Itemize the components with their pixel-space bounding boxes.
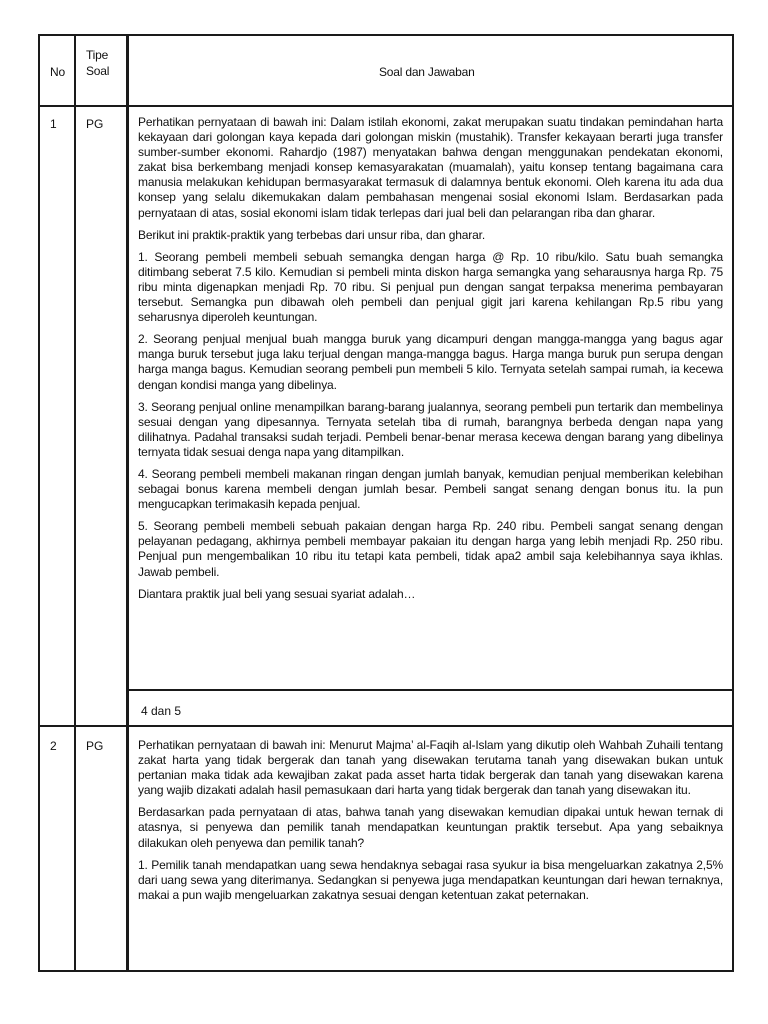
row-1-option: 5. Seorang pembeli membeli sebuah pakaian dengan harga Rp. 240 ribu. Pembeli sangat senang dengan pelayanan pedagang, akhirnya pembeli membayar pakaian itu dengan harga yang lebih menjadi Rp. 250 ribu. Penjual pun mengembalikan 10 ribu itu tetapi kata pembeli, tidak apa2 ambil saja kelebihannya saya ikhlas. Jawab pembeli. bbox=[138, 519, 723, 579]
row-1-option: 1. Seorang pembeli membeli sebuah semangka dengan harga @ Rp. 10 ribu/kilo. Satu buah semangka ditimbang seberat 7.5 kilo. Kemudian si pembeli minta diskon harga semangka yang seharausnya harga Rp. 75 ribu minta digenapkan menjadi Rp. 70 ribu. Si penjual pun dengan sangat terpaksa menerima pembayaran tersebut. Semangka pun dibawah oleh pembeli dan penjual gigit jari karena kehilangan Rp.5 ribu yang seharusnya diperoleh keuntungan. bbox=[138, 249, 723, 325]
row-1-prompt: Diantara praktik jual beli yang sesuai syariat adalah… bbox=[138, 586, 416, 601]
row-2-tipe: PG bbox=[86, 739, 104, 753]
row-1-paragraph: Berikut ini praktik-praktik yang terbebas dari unsur riba, dan gharar. bbox=[138, 227, 486, 242]
header-soal-dan-jawaban: Soal dan Jawaban bbox=[379, 65, 475, 79]
question-table bbox=[38, 34, 734, 972]
row-2-question bbox=[138, 738, 723, 910]
row-1-option: 3. Seorang penjual online menampilkan barang-barang jualannya, seorang pembeli pun tertarik dan membelinya sesuai dengan yang dipesannya. Ternyata setelah tiba di rumah, barangnya berbeda dengan napa yang dilihatnya. Padahal transaksi sudah terjadi. Pembeli benar-benar merasa kecewa dengan barang yang dibelinya ternyata tidak sesuai denga napa yang ditampilkan. bbox=[138, 399, 723, 459]
column-divider-tipe bbox=[126, 36, 129, 970]
row-1-option: 2. Seorang penjual menjual buah mangga buruk yang dicampuri dengan mangga-mangga yang bagus agar manga buruk tersebut juga laku terjual dengan manga-mangga bagus. Harga manga buruk pun serupa dengan harga manga bagus. Kemudian seorang pembeli pun membeli 5 kilo. Ternyata setelah sampai rumah, ia kecewa dengan kondisi manga yang dibelinya. bbox=[138, 332, 723, 392]
header-tipe-line2: Soal bbox=[86, 64, 110, 78]
row-1-question bbox=[138, 115, 723, 609]
header-divider bbox=[40, 105, 732, 107]
row-1-option: 4. Seorang pembeli membeli makanan ringan dengan jumlah banyak, kemudian penjual memberikan kelebihan sebagai bonus karena membeli dengan jumlah besar. Pembeli sangat senang dengan bonus itu. Ia pun mengucapkan terimakasih kepada penjual. bbox=[138, 466, 723, 512]
row-2-option: 1. Pemilik tanah mendapatkan uang sewa hendaknya sebagai rasa syukur ia bisa mengeluarkan zakatnya 2,5% dari uang sewa yang diterimanya. Sedangkan si penyewa juga mendapatkan keuntungan dari hewan ternaknya, makai a pun wajib mengeluarkan zakatnya sesuai dengan ketentuan zakat peternakan. bbox=[138, 857, 723, 902]
row-2-paragraph: Berdasarkan pada pernyataan di atas, bahwa tanah yang disewakan kemudian dipakai untuk hewan ternak di atasnya, si penyewa dan pemilik tanah mendapatkan keuntungan praktik tersebut. Apa yang sebaiknya dilakukan oleh penyewa dan pemilik tanah? bbox=[138, 805, 723, 850]
header-no: No bbox=[50, 65, 65, 79]
answer-divider bbox=[128, 689, 732, 691]
column-divider-no bbox=[74, 36, 76, 970]
row-2-paragraph: Perhatikan pernyataan di bawah ini: Menurut Majma’ al-Faqih al-Islam yang dikutip oleh Wahbah Zuhaili tentang zakat harta yang tidak bergerak dan tanah yang disewakan terutama tanah yang disewakan bukan untuk pertanian maka tidak ada kewajiban zakat pada asset harta tidak bergerak dan tanah yang disewakan karena yang wajib dizakati adalah hasil pemasukaan dari harta yang tidak bergerak dan tanah yang disewakan itu. bbox=[138, 738, 723, 798]
row-1-paragraph: Perhatikan pernyataan di bawah ini: Dalam istilah ekonomi, zakat merupakan suatu tindakan pemindahan harta kekayaan dari golongan kaya kepada dari golongan miskin (mustahik). Transfer kekayaan berarti juga transfer sumber-sumber ekonomi. Rahardjo (1987) menyatakan bahwa dengan menggunakan pendekatan ekonomi, zakat bisa berkembang menjadi konsep kemasyarakatan (muamalah), yaitu konsep tentang bagaimana cara manusia melakukan kehidupan bermasyarakat termasuk di dalamnya bentuk ekonomi. Oleh karena itu ada dua konsep yang selalu dikemukakan dalam pembahasan mengenai sosial ekonomi Islam. Berdasarkan pada pernyataan di atas, sosial ekonomi islam tidak terlepas dari jual beli dan pelarangan riba dan gharar. bbox=[138, 115, 723, 220]
row-1-no: 1 bbox=[50, 117, 57, 131]
row-1-tipe: PG bbox=[86, 117, 104, 131]
row-1-answer: 4 dan 5 bbox=[141, 704, 182, 718]
header-tipe-line1: Tipe bbox=[86, 48, 109, 62]
row-2-no: 2 bbox=[50, 739, 57, 753]
row-divider bbox=[40, 725, 732, 727]
